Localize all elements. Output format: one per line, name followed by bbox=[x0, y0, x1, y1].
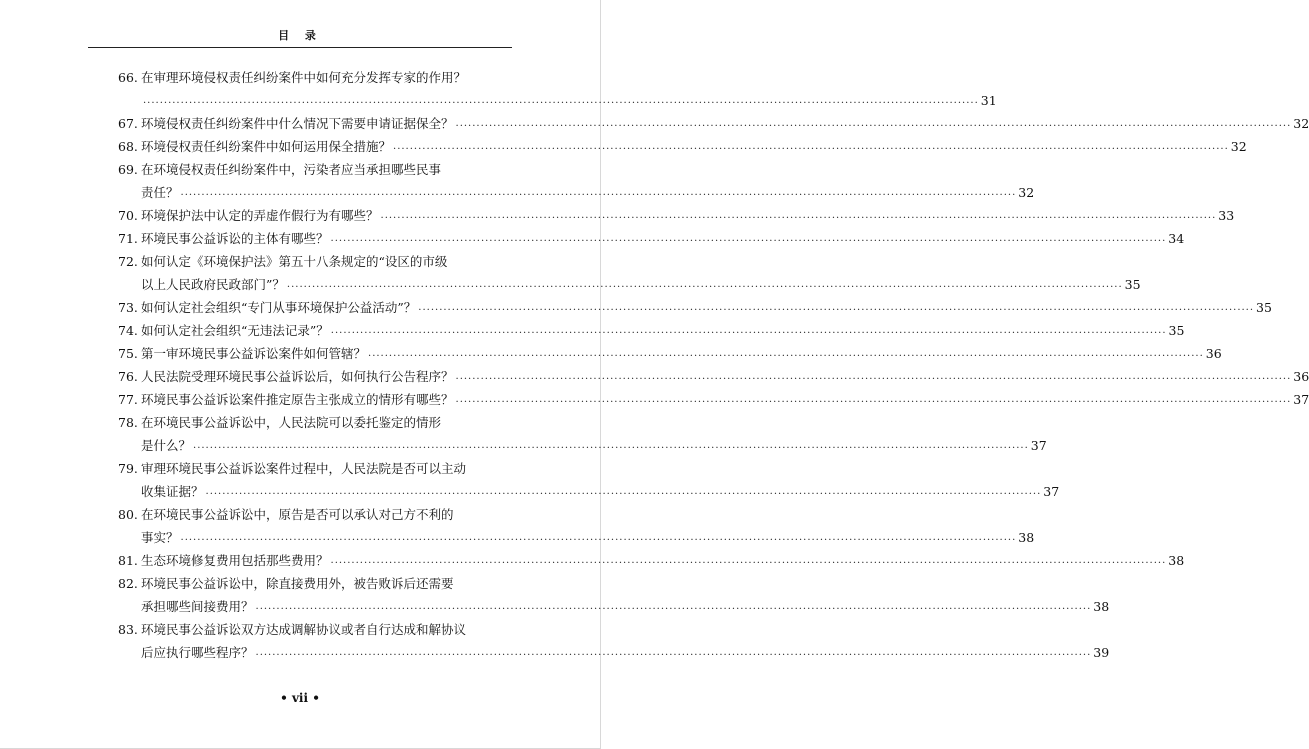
dot-leader: ........................................................................................................................................................................................................ bbox=[255, 601, 1092, 612]
toc-entry-page: 31 bbox=[980, 93, 997, 108]
toc-entry-title: 环境民事公益诉讼案件推定原告主张成立的情形有哪些？ bbox=[141, 392, 454, 407]
toc-entry[interactable] bbox=[118, 457, 1060, 503]
toc-entry-number: 80. bbox=[118, 507, 138, 522]
toc-entry[interactable] bbox=[118, 572, 1110, 618]
toc-entry-title: 环境民事公益诉讼双方达成调解协议或者自行达成和解协议 bbox=[141, 622, 467, 637]
toc-entry[interactable] bbox=[118, 66, 997, 112]
footer-page-number: vii bbox=[291, 691, 309, 705]
dot-leader: ........................................................................................................................................................................................................ bbox=[180, 532, 1017, 543]
toc-entry-page: 32 bbox=[1293, 116, 1309, 131]
toc-entry-title: 责任？ bbox=[141, 185, 179, 200]
toc-entry[interactable] bbox=[118, 227, 1185, 250]
toc-entry-number: 76. bbox=[118, 369, 138, 384]
toc-entry-number: 81. bbox=[118, 553, 138, 568]
toc-entry-page: 33 bbox=[1218, 208, 1235, 223]
toc-entry-page: 38 bbox=[1093, 599, 1110, 614]
dot-leader: ........................................................................................................................................................................................................ bbox=[455, 118, 1292, 129]
toc-entry[interactable] bbox=[118, 296, 1272, 319]
toc-entry[interactable] bbox=[118, 250, 1141, 296]
toc-entry-page: 35 bbox=[1168, 323, 1185, 338]
toc-entry-title: 承担哪些间接费用？ bbox=[141, 599, 254, 614]
toc-entry-title: 是什么？ bbox=[141, 438, 192, 453]
toc-entry-title: 在环境民事公益诉讼中，人民法院可以委托鉴定的情形 bbox=[141, 415, 442, 430]
toc-entry-page: 34 bbox=[1168, 231, 1185, 246]
toc-entry-title: 以上人民政府民政部门”？ bbox=[141, 277, 285, 292]
toc-entry-number: 83. bbox=[118, 622, 138, 637]
toc-entry-number: 72. bbox=[118, 254, 138, 269]
toc-entry-page: 39 bbox=[1093, 645, 1110, 660]
toc-entry-page: 35 bbox=[1256, 300, 1272, 315]
dot-leader: ........................................................................................................................................................................................................ bbox=[143, 95, 979, 106]
dot-leader: ........................................................................................................................................................................................................ bbox=[255, 647, 1092, 658]
toc-entry-title: 在环境民事公益诉讼中，原告是否可以承认对己方不利的 bbox=[141, 507, 454, 522]
toc-entry-page: 36 bbox=[1205, 346, 1222, 361]
toc-entry[interactable] bbox=[118, 365, 1309, 388]
toc-entry-title: 如何认定《环境保护法》第五十八条规定的“设区的市级 bbox=[141, 254, 448, 269]
toc-entry[interactable] bbox=[118, 204, 1235, 227]
table-of-contents bbox=[118, 66, 1309, 664]
toc-entry-number: 75. bbox=[118, 346, 138, 361]
toc-entry-page: 37 bbox=[1043, 484, 1060, 499]
toc-entry-title: 收集证据？ bbox=[141, 484, 204, 499]
toc-entry-page: 38 bbox=[1168, 553, 1185, 568]
toc-entry-number: 71. bbox=[118, 231, 138, 246]
toc-entry-title: 在审理环境侵权责任纠纷案件中如何充分发挥专家的作用？ bbox=[141, 70, 467, 85]
toc-entry[interactable] bbox=[118, 342, 1222, 365]
dot-leader: ........................................................................................................................................................................................................ bbox=[193, 440, 1029, 451]
toc-entry-page: 37 bbox=[1293, 392, 1309, 407]
toc-entry-number: 77. bbox=[118, 392, 138, 407]
toc-entry-number: 67. bbox=[118, 116, 138, 131]
dot-leader: ........................................................................................................................................................................................................ bbox=[330, 325, 1167, 336]
dot-leader: ........................................................................................................................................................................................................ bbox=[368, 348, 1204, 359]
toc-entry-title: 审理环境民事公益诉讼案件过程中，人民法院是否可以主动 bbox=[141, 461, 467, 476]
toc-entry-page: 37 bbox=[1030, 438, 1047, 453]
page-footer: • vii • bbox=[280, 691, 320, 705]
dot-leader: ........................................................................................................................................................................................................ bbox=[205, 486, 1042, 497]
dot-leader: ........................................................................................................................................................................................................ bbox=[330, 233, 1167, 244]
toc-entry-title: 环境民事公益诉讼的主体有哪些？ bbox=[141, 231, 329, 246]
toc-entry-number: 74. bbox=[118, 323, 138, 338]
toc-entry[interactable] bbox=[118, 158, 1035, 204]
page-header bbox=[88, 27, 512, 48]
toc-entry[interactable] bbox=[118, 549, 1185, 572]
toc-entry-number: 73. bbox=[118, 300, 138, 315]
toc-entry-page: 32 bbox=[1018, 185, 1035, 200]
dot-leader: ........................................................................................................................................................................................................ bbox=[180, 187, 1017, 198]
toc-entry-title: 环境保护法中认定的弄虚作假行为有哪些？ bbox=[141, 208, 379, 223]
toc-entry-title: 环境侵权责任纠纷案件中什么情况下需要申请证据保全？ bbox=[141, 116, 454, 131]
toc-entry-title: 生态环境修复费用包括那些费用？ bbox=[141, 553, 329, 568]
dot-leader: ........................................................................................................................................................................................................ bbox=[380, 210, 1217, 221]
toc-entry-title: 如何认定社会组织“无违法记录”？ bbox=[141, 323, 329, 338]
toc-entry[interactable] bbox=[118, 135, 1247, 158]
toc-entry-title: 如何认定社会组织“专门从事环境保护公益活动”？ bbox=[141, 300, 417, 315]
toc-entry-title: 事实？ bbox=[141, 530, 179, 545]
toc-entry-page: 36 bbox=[1293, 369, 1309, 384]
toc-entry-title: 环境民事公益诉讼中，除直接费用外，被告败诉后还需要 bbox=[141, 576, 454, 591]
dot-leader: ........................................................................................................................................................................................................ bbox=[393, 141, 1229, 152]
toc-entry-title: 人民法院受理环境民事公益诉讼后，如何执行公告程序？ bbox=[141, 369, 454, 384]
toc-entry[interactable] bbox=[118, 411, 1047, 457]
toc-entry-number: 78. bbox=[118, 415, 138, 430]
dot-leader: ........................................................................................................................................................................................................ bbox=[455, 371, 1292, 382]
toc-entry[interactable] bbox=[118, 618, 1110, 664]
toc-entry-title: 第一审环境民事公益诉讼案件如何管辖？ bbox=[141, 346, 367, 361]
toc-entry-number: 66. bbox=[118, 70, 138, 85]
toc-entry-number: 82. bbox=[118, 576, 138, 591]
toc-entry[interactable] bbox=[118, 319, 1185, 342]
dot-leader: ........................................................................................................................................................................................................ bbox=[455, 394, 1292, 405]
toc-entry-page: 38 bbox=[1018, 530, 1035, 545]
toc-entry-number: 69. bbox=[118, 162, 138, 177]
toc-entry-title: 后应执行哪些程序？ bbox=[141, 645, 254, 660]
toc-entry-number: 70. bbox=[118, 208, 138, 223]
toc-entry-page: 35 bbox=[1124, 277, 1141, 292]
toc-entry-title: 在环境侵权责任纠纷案件中，污染者应当承担哪些民事 bbox=[141, 162, 442, 177]
toc-entry[interactable] bbox=[118, 388, 1309, 411]
toc-entry-page: 32 bbox=[1230, 139, 1247, 154]
toc-entry-number: 79. bbox=[118, 461, 138, 476]
dot-leader: ........................................................................................................................................................................................................ bbox=[330, 555, 1167, 566]
dot-leader: ........................................................................................................................................................................................................ bbox=[286, 279, 1123, 290]
toc-entry-number: 68. bbox=[118, 139, 138, 154]
toc-entry[interactable] bbox=[118, 503, 1035, 549]
dot-leader: ........................................................................................................................................................................................................ bbox=[418, 302, 1255, 313]
toc-entry[interactable] bbox=[118, 112, 1309, 135]
toc-entry-title: 环境侵权责任纠纷案件中如何运用保全措施？ bbox=[141, 139, 392, 154]
header-title: 目 录 bbox=[278, 29, 322, 42]
